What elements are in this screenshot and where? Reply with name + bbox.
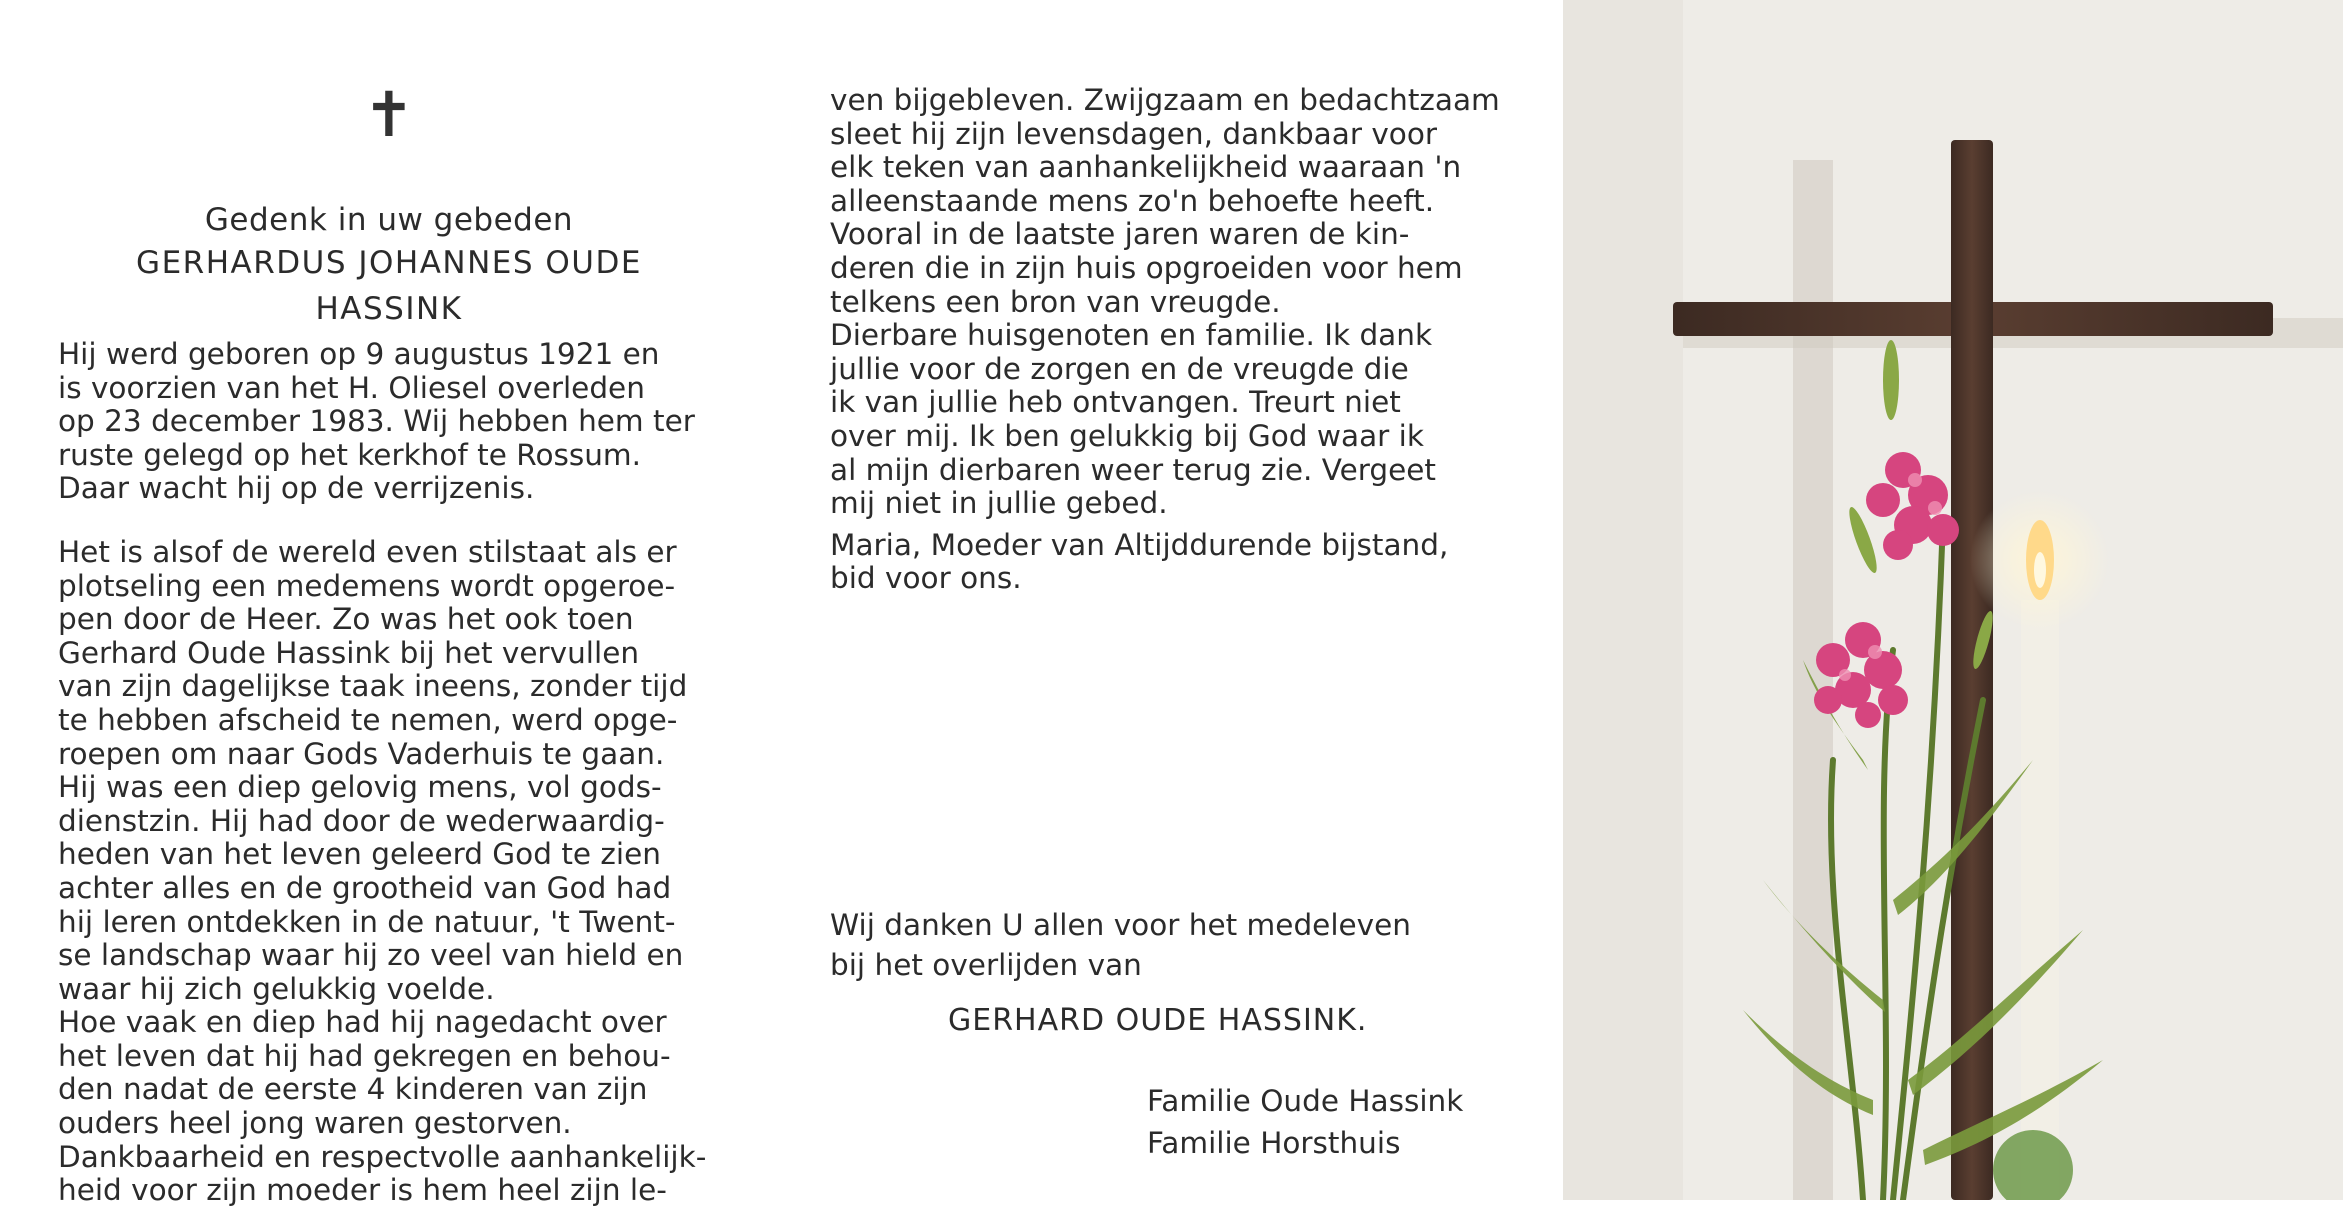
text-line: het leven dat hij had gekregen en behou- (58, 1038, 671, 1073)
text-line: waar hij zich gelukkig voelde. (58, 971, 495, 1006)
text-line: deren die in zijn huis opgroeiden voor hem (830, 250, 1463, 285)
text-line: Hoe vaak en diep had hij nagedacht over (58, 1005, 667, 1040)
text-line: pen door de Heer. Zo was het ook toen (58, 602, 634, 637)
text-line: hij leren ontdekken in de natuur, 't Twent- (58, 904, 676, 939)
thank-you-note (830, 905, 1490, 1041)
thanks-line: bij het overlijden van (830, 948, 1142, 982)
text-line: se landschap waar hij zo veel van hield en (58, 938, 684, 973)
text-line: telkens een bron van vreugde. (830, 284, 1281, 319)
text-line: elk teken van aanhankelijkheid waaraan 'n (830, 150, 1462, 185)
cross-and-flowers-photo (1563, 0, 2343, 1200)
text-line: Dierbare huisgenoten en familie. Ik dank (830, 318, 1433, 353)
text-line: Gerhard Oude Hassink bij het vervullen (58, 635, 640, 670)
text-line: achter alles en de grootheid van God had (58, 870, 672, 905)
text-line: jullie voor de zorgen en de vreugde die (830, 351, 1409, 386)
text-line: van zijn dagelijkse taak ineens, zonder tijd (58, 669, 688, 704)
family-signatures (1147, 1080, 1463, 1164)
text-line: Het is alsof de wereld even stilstaat als er (58, 534, 677, 569)
text-line: alleenstaande mens zo'n behoefte heeft. (830, 183, 1435, 218)
marian-prayer (830, 529, 1490, 596)
text-line: roepen om naar Gods Vaderhuis te gaan. (58, 736, 665, 771)
deceased-full-name: GERHARDUS JOHANNES OUDE HASSINK (136, 245, 642, 327)
text-line: ruste gelegd op het kerkhof te Rossum. (58, 437, 642, 472)
prayer-heading: Gedenk in uw gebeden (204, 202, 574, 238)
text-line: dienstzin. Hij had door de wederwaardig- (58, 803, 665, 838)
text-line: al mijn dierbaren weer terug zie. Vergeet (830, 452, 1436, 487)
text-line: Hij was een diep gelovig mens, vol gods- (58, 770, 662, 805)
text-line: plotseling een medemens wordt opgeroe- (58, 568, 676, 603)
left-column (58, 80, 720, 1208)
text-line: mij niet in jullie gebed. (830, 486, 1168, 521)
birth-death-paragraph (58, 338, 720, 506)
text-line: Vooral in de laatste jaren waren de kin- (830, 217, 1410, 252)
deceased-short-name: GERHARD OUDE HASSINK. (948, 1003, 1368, 1038)
biography-paragraph (58, 536, 720, 1208)
middle-column (830, 83, 1500, 596)
text-line: ik van jullie heb ontvangen. Treurt niet (830, 385, 1401, 420)
text-line: over mij. Ik ben gelukkig bij God waar ik (830, 418, 1424, 453)
text-line: ven bijgebleven. Zwijgzaam en bedachtzaam (830, 83, 1500, 117)
text-line: op 23 december 1983. Wij hebben hem ter (58, 404, 695, 439)
cross-symbol: ✝ (363, 78, 415, 151)
thanks-line: Wij danken U allen voor het medeleven (830, 908, 1411, 942)
text-line: Hij werd geboren op 9 augustus 1921 en (58, 337, 660, 371)
text-line: Dankbaarheid en respectvolle aanhankelijk- (58, 1139, 707, 1174)
text-line: Maria, Moeder van Altijddurende bijstand, (830, 527, 1449, 562)
text-line: is voorzien van het H. Oliesel overleden (58, 370, 645, 405)
text-line: den nadat de eerste 4 kinderen van zijn (58, 1072, 648, 1107)
family-name: Familie Oude Hassink (1147, 1084, 1464, 1118)
continuation-paragraph (830, 83, 1500, 521)
text-line: bid voor ons. (830, 561, 1022, 596)
text-line: sleet hij zijn levensdagen, dankbaar voor (830, 116, 1438, 151)
text-line: ouders heel jong waren gestorven. (58, 1106, 572, 1141)
family-name: Familie Horsthuis (1147, 1126, 1401, 1160)
text-line: Daar wacht hij op de verrijzenis. (58, 471, 535, 506)
text-line: te hebben afscheid te nemen, werd opge- (58, 702, 678, 737)
photo-illustration (1563, 0, 2343, 1200)
text-line: heden van het leven geleerd God te zien (58, 837, 661, 872)
text-line: heid voor zijn moeder is hem heel zijn le- (58, 1173, 667, 1208)
